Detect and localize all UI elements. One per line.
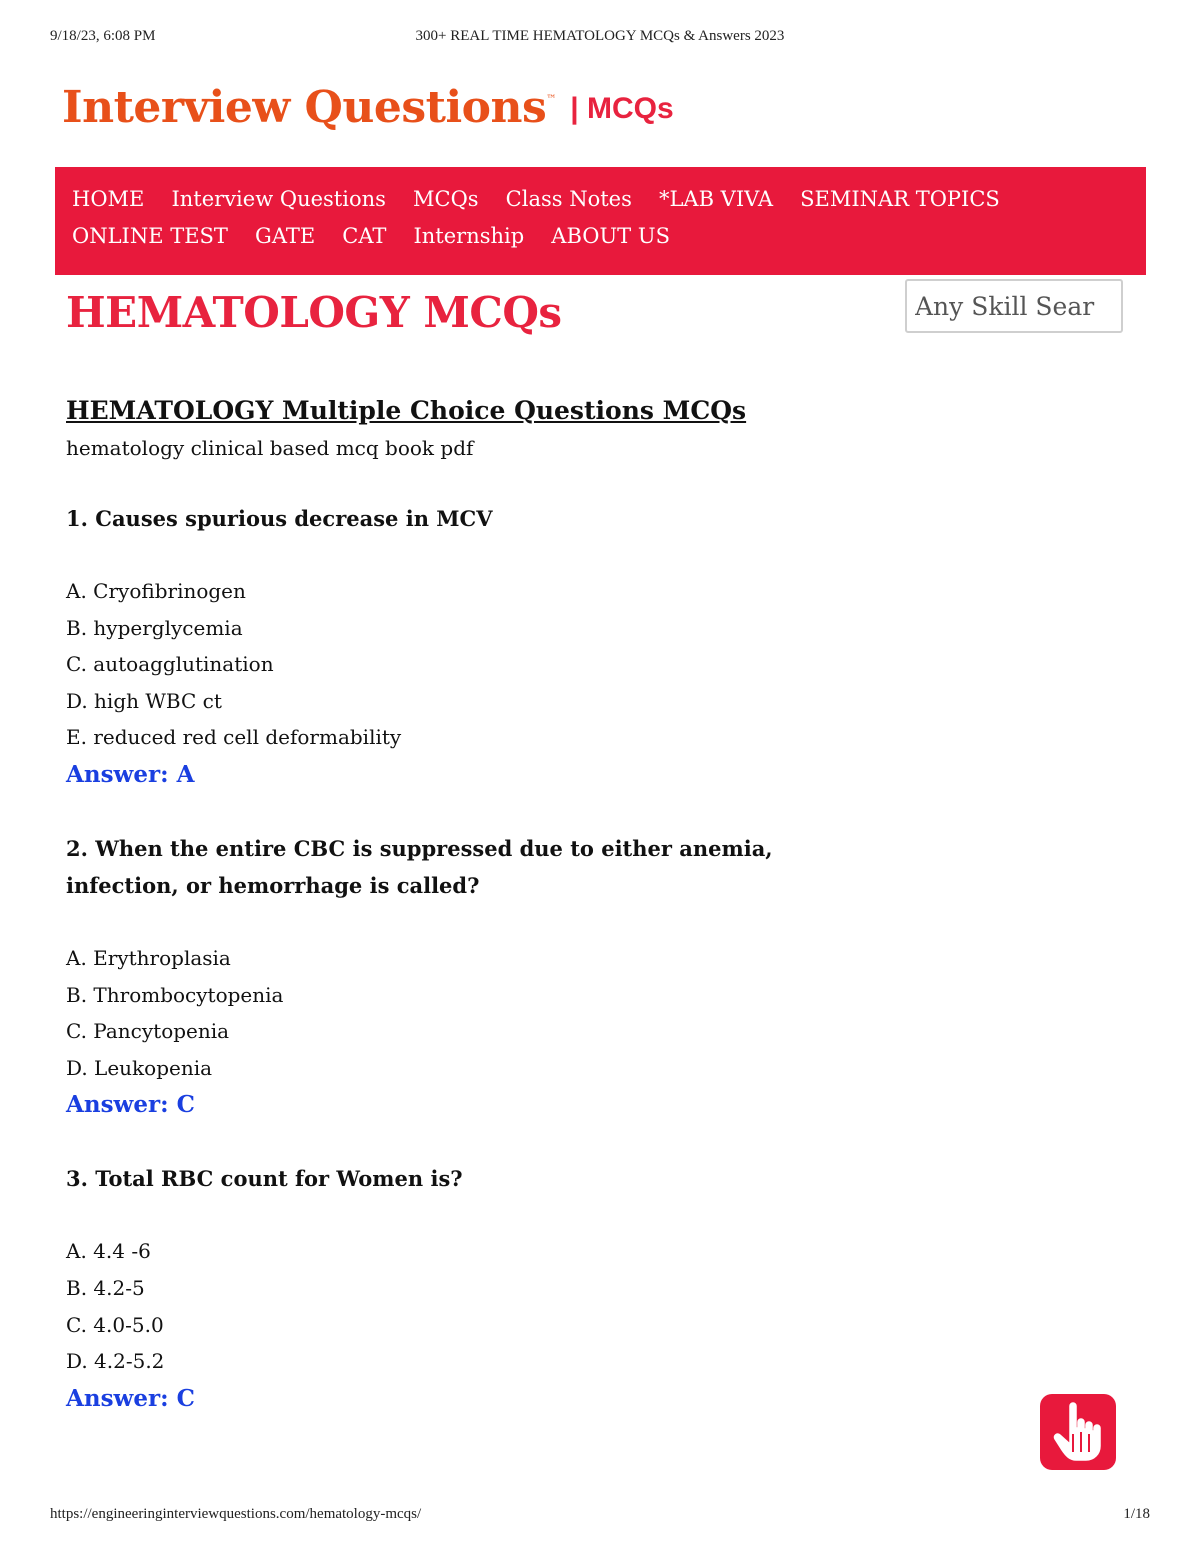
option-a: A. Erythroplasia	[66, 945, 231, 970]
logo-mcqs: | MCQs	[570, 92, 674, 125]
option-d: D. Leukopenia	[66, 1055, 213, 1080]
search-input[interactable]	[905, 279, 1123, 333]
option-c: C. autoagglutination	[66, 652, 274, 677]
question-text: 3. Total RBC count for Women is?	[66, 1166, 463, 1192]
print-header	[0, 28, 1200, 48]
nav-about-us[interactable]: ABOUT US	[551, 224, 670, 248]
print-doc-title: 300+ REAL TIME HEMATOLOGY MCQs & Answers 2023	[415, 28, 785, 44]
nav-row-2	[72, 224, 692, 254]
nav-cat[interactable]: CAT	[342, 224, 387, 248]
question-1	[66, 500, 966, 794]
question-3	[66, 1160, 966, 1417]
print-page-number: 1/18	[1123, 1506, 1150, 1522]
print-datetime: 9/18/23, 6:08 PM	[50, 28, 156, 44]
option-c: C. Pancytopenia	[66, 1019, 230, 1044]
logo-text: Interview Questions	[62, 82, 547, 133]
answer: Answer: C	[66, 1384, 195, 1412]
option-b: B. 4.2-5	[66, 1275, 145, 1300]
nav-home[interactable]: HOME	[72, 187, 145, 211]
pointer-hand-button[interactable]	[1040, 1394, 1116, 1470]
option-a: A. Cryofibrinogen	[66, 579, 246, 603]
nav-interview-questions[interactable]: Interview Questions	[171, 187, 386, 211]
nav-online-test[interactable]: ONLINE TEST	[72, 224, 228, 248]
option-d: D. 4.2-5.2	[66, 1349, 165, 1374]
option-a: A. 4.4 -6	[66, 1239, 151, 1264]
logo-trademark: ™	[546, 94, 557, 105]
question-text: 2. When the entire CBC is suppressed due to either anemia, infection, or hemorrhage is called?	[66, 835, 773, 898]
print-footer	[0, 1506, 1200, 1526]
mcq-content	[66, 392, 966, 1454]
nav-mcqs[interactable]: MCQs	[413, 187, 479, 211]
site-logo[interactable]	[62, 82, 674, 142]
option-b: B. Thrombocytopenia	[66, 982, 284, 1007]
option-b: B. hyperglycemia	[66, 615, 243, 640]
question-2	[66, 830, 966, 1124]
section-subtitle: hematology clinical based mcq book pdf	[66, 436, 474, 460]
question-text: 1. Causes spurious decrease in MCV	[66, 506, 493, 531]
nav-gate[interactable]: GATE	[255, 224, 316, 248]
page-title: HEMATOLOGY MCQs	[66, 288, 562, 337]
option-e: E. reduced red cell deformability	[66, 725, 402, 750]
nav-seminar-topics[interactable]: SEMINAR TOPICS	[800, 187, 1000, 211]
section-heading[interactable]: HEMATOLOGY Multiple Choice Questions MCQs	[66, 396, 747, 425]
answer: Answer: C	[66, 1091, 195, 1119]
answer: Answer: A	[66, 760, 195, 788]
print-url[interactable]: https://engineeringinterviewquestions.com/hematology-mcqs/	[50, 1506, 422, 1522]
option-c: C. 4.0-5.0	[66, 1312, 164, 1337]
main-navbar	[55, 167, 1146, 275]
nav-internship[interactable]: Internship	[413, 224, 525, 248]
nav-row-1	[72, 187, 1022, 217]
nav-lab-viva[interactable]: *LAB VIVA	[658, 187, 774, 211]
pointing-hand-icon	[1040, 1394, 1116, 1470]
nav-class-notes[interactable]: Class Notes	[505, 187, 632, 211]
option-d: D. high WBC ct	[66, 688, 222, 713]
